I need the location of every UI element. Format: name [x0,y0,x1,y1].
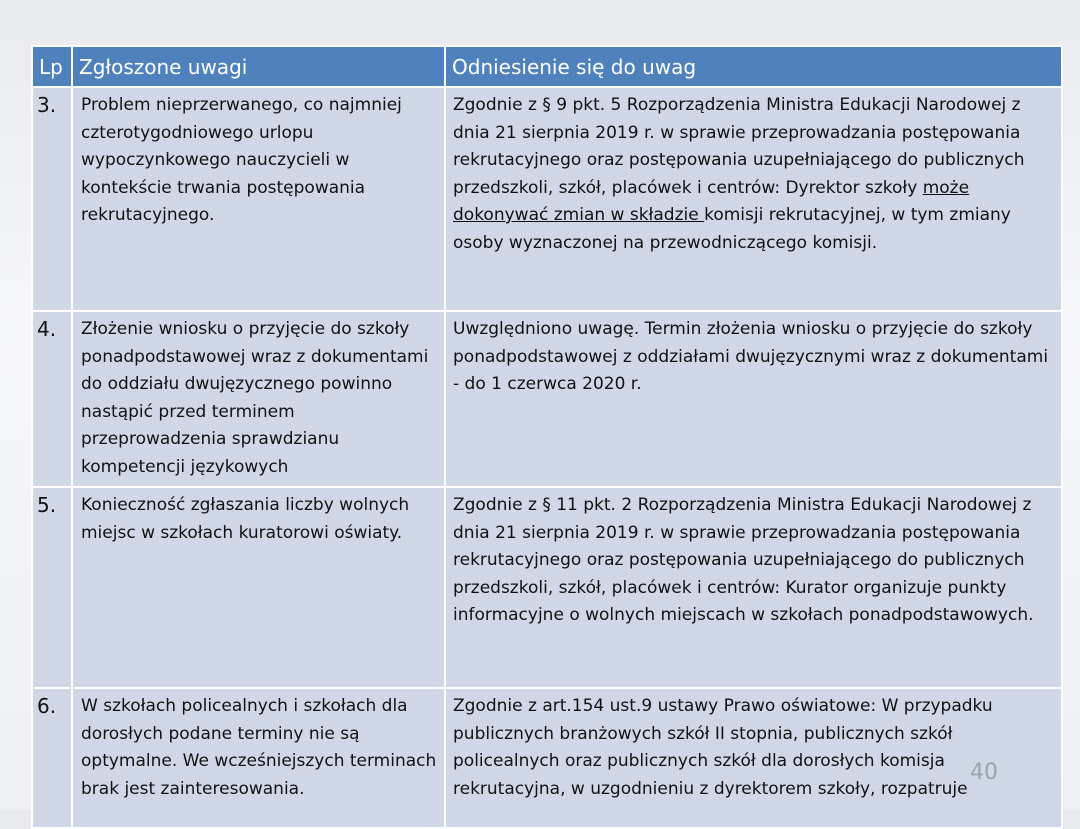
response-text: Zgodnie z art.154 ust.9 ustawy Prawo oświatowe: W przypadku publicznych branżowych szkół II stopnia, publicznych szkół policealnych oraz publicznych szkół dla dorosłych komisja rekrutacyjna, w uzgodnieniu z dyrektorem szkoły, rozpatruje [445,688,1062,828]
row-number: 4. [32,311,72,487]
row-number: 5. [32,487,72,688]
table-row [32,87,1062,311]
page-number: 40 [970,760,998,785]
row-number: 6. [32,688,72,828]
remark-text: Problem nieprzerwanego, co najmniej czterotygodniowego urlopu wypoczynkowego nauczycieli w kontekście trwania postępowania rekrutacyjnego. [72,87,445,311]
remarks-table [31,45,1063,829]
table-row [32,311,1062,487]
response-text: Zgodnie z § 11 pkt. 2 Rozporządzenia Ministra Edukacji Narodowej z dnia 21 sierpnia 2019 r. w sprawie przeprowadzania postępowania rekrutacyjnego oraz postępowania uzupełniającego do publicznych przedszkoli, szkół, placówek i centrów: Kurator organizuje punkty informacyjne o wolnych miejscach w szkołach ponadpodstawowych. [445,487,1062,688]
row-number: 3. [32,87,72,311]
remark-text: Złożenie wniosku o przyjęcie do szkoły ponadpodstawowej wraz z dokumentami do oddziału dwujęzycznego powinno nastąpić przed terminem przeprowadzenia sprawdzianu kompetencji językowych [72,311,445,487]
table-row [32,487,1062,688]
table-header-row [32,46,1062,87]
response-underlined-text: może dokonywać zmian w składzie [453,177,970,225]
remark-text: Konieczność zgłaszania liczby wolnych miejsc w szkołach kuratorowi oświaty. [72,487,445,688]
header-response: Odniesienie się do uwag [445,46,1062,87]
header-lp: Lp [32,46,72,87]
remark-text: W szkołach policealnych i szkołach dla dorosłych podane terminy nie są optymalne. We wcześniejszych terminach brak jest zainteresowania. [72,688,445,828]
response-text [445,87,1062,311]
response-text-part: komisji rekrutacyjnej, w tym zmiany osoby wyznaczonej na przewodniczącego komisji. [453,205,1011,253]
header-reported-remarks: Zgłoszone uwagi [72,46,445,87]
table-row [32,688,1062,828]
response-text: Uwzględniono uwagę. Termin złożenia wniosku o przyjęcie do szkoły ponadpodstawowej z oddziałami dwujęzycznymi wraz z dokumentami - do 1 czerwca 2020 r. [445,311,1062,487]
response-text-part: Zgodnie z § 9 pkt. 5 Rozporządzenia Ministra Edukacji Narodowej z dnia 21 sierpnia 2019 r. w sprawie przeprowadzania postępowania rekrutacyjnego oraz postępowania uzupełniającego do publicznych przedszkoli, szkół, placówek i centrów: Dyrektor szkoły [453,95,1025,198]
